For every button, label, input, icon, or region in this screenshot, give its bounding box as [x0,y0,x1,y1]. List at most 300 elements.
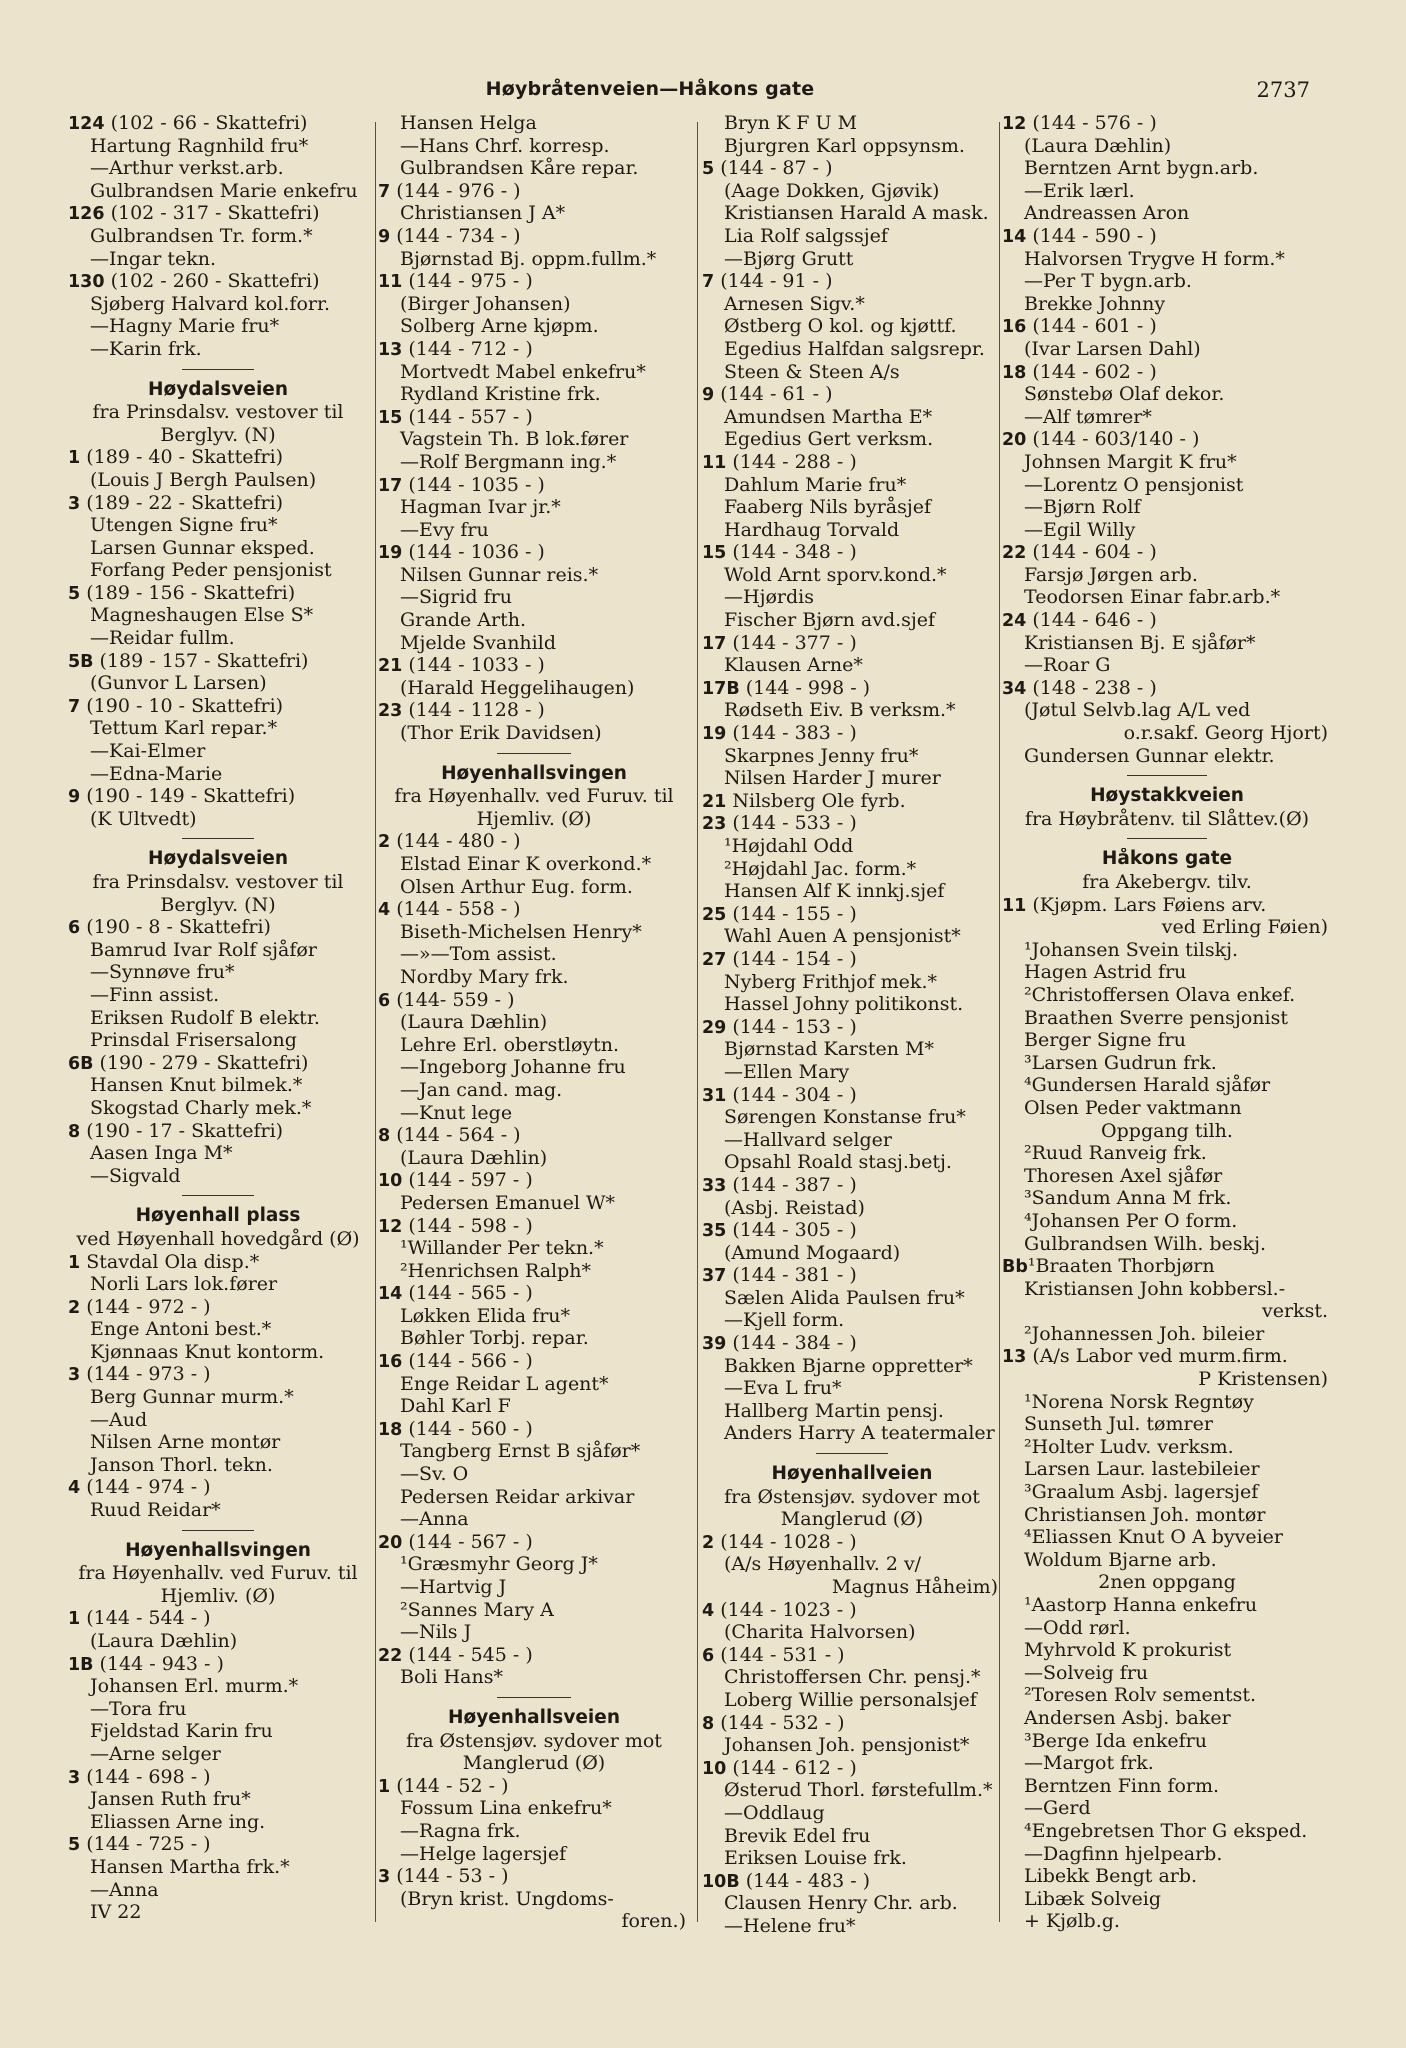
house-number: 29 [702,1017,727,1038]
address-entry [702,1599,1002,1622]
entry-text: (190 - 279 - Skattefri) [93,1051,309,1074]
resident-line: (Louis J Bergh Paulsen) [90,468,317,491]
resident-line: ¹Willander Per tekn.* [400,1237,604,1260]
street-description: Berglyv. (N) [160,423,276,446]
resident-line: —Anna [400,1508,469,1531]
resident-line: Hansen Knut bilmek.* [90,1074,303,1097]
resident-line: Fjeldstad Karin fru [90,1720,273,1743]
address-entry [702,812,1002,835]
resident-line: Andreassen Aron [1024,202,1190,225]
resident-line: Hansen Martha frk.* [90,1855,290,1878]
resident-line: Egedius Gert verksm. [724,428,934,451]
resident-line: —Ingeborg Johanne fru [400,1056,626,1079]
resident-line: Thoresen Axel sjåfør [1024,1164,1223,1187]
resident-line: Magneshaugen Else S* [90,604,314,627]
address-entry [702,270,1002,293]
page-number: 2737 [1256,78,1310,102]
address-entry [378,1215,690,1238]
entry-text: (144 - 483 - ) [739,1869,871,1892]
address-entry [378,830,690,853]
entry-text: (144 - 1128 - ) [402,699,545,722]
resident-line: Hardhaug Torvald [724,518,900,541]
resident-line: Sørengen Konstanse fru* [724,1106,966,1129]
entry-text: (144 - 1023 - ) [714,1598,857,1621]
entry-text: (102 - 66 - Skattefri) [104,112,308,134]
resident-line: ¹Aastorp Hanna enkefru [1024,1594,1258,1616]
address-entry [68,1766,368,1789]
resident-line: —Arthur verkst.arb. [90,157,284,180]
entry-text: (144 - 381 - ) [726,1264,857,1287]
address-entry [68,1120,368,1143]
address-entry [378,1124,690,1147]
resident-line: —Finn assist. [90,983,220,1006]
resident-line: —Sigvald [90,1164,181,1187]
resident-line: ²Højdahl Jac. form.* [724,857,917,880]
entry-text: (144 - 153 - ) [726,1015,857,1038]
resident-line: Enge Antoni best.* [90,1318,272,1341]
resident-line: Sælen Alida Paulsen fru* [724,1286,965,1309]
address-entry [1002,1255,1332,1278]
address-entry [702,1757,1002,1780]
entry-text: (144 - 531 - ) [714,1643,845,1666]
resident-line: Prinsdal Frisersalong [90,1029,297,1052]
resident-line: Boli Hans* [400,1666,503,1689]
resident-line: —Knut lege [400,1101,513,1124]
house-number: 6 [702,1645,715,1666]
resident-line: Johansen Erl. murm.* [90,1675,299,1698]
street-description: fra Høyenhallv. ved Furuv. til [394,785,674,808]
resident-line: Solberg Arne kjøpm. [400,315,599,338]
entry-text: (144 - 52 - ) [390,1774,509,1797]
resident-line: —Odd rørl. [1024,1616,1131,1639]
resident-line: —Helge lagersjef [400,1842,567,1865]
entry-text: (144 - 601 - ) [1026,315,1157,338]
resident-line: —Evy fru [400,518,489,541]
resident-line: Kristiansen Bj. E sjåfør* [1024,631,1256,654]
entry-text: (144 - 533 - ) [726,812,857,835]
resident-line: (Ivar Larsen Dahl) [1024,337,1201,360]
resident-line: Østerud Thorl. førstefullm.* [724,1779,993,1802]
continuation-line: ved Erling Føien) [1161,916,1328,939]
resident-line: —Jan cand. mag. [400,1078,563,1101]
resident-line: (Harald Heggelihaugen) [400,676,635,699]
resident-line: Opsahl Roald stasj.betj. [724,1151,952,1174]
resident-line: Gundersen Gunnar elektr. [1024,744,1275,767]
resident-line: (Gunvor L Larsen) [90,672,267,695]
entry-text: (144 - 155 - ) [726,902,857,925]
entry-text: (144 - 604 - ) [1026,541,1157,564]
resident-line: Mortvedt Mabel enkefru* [400,360,646,383]
address-entry [68,1607,368,1630]
entry-text: (144 - 53 - ) [390,1865,509,1888]
resident-line: ²Holter Ludv. verksm. [1024,1435,1234,1458]
resident-line: Larsen Gunnar eksped. [90,536,315,559]
section-divider [1002,767,1332,781]
resident-line: Nilsen Arne montør [90,1431,281,1454]
resident-line: (A/s Høyenhallv. 2 v/ [724,1553,922,1576]
street-description: Oppgang tilh. [1101,1119,1233,1142]
house-number: 13 [1002,1347,1027,1368]
address-entry [68,650,368,673]
entry-text: (144 - 734 - ) [390,224,521,247]
address-entry [68,202,368,225]
section-divider [68,1187,368,1201]
entry-text: (144 - 564 - ) [390,1124,521,1147]
house-number: 7 [702,272,715,293]
house-number: 21 [378,656,403,677]
resident-line: Hassel Johny politikonst. [724,993,964,1016]
resident-line: Kristiansen Harald A mask. [724,202,989,225]
entry-text: (144 - 566 - ) [402,1350,533,1373]
resident-line: (Laura Dæhlin) [90,1630,238,1652]
address-entry [378,1644,690,1667]
resident-line: Libæk Solveig [1024,1887,1162,1910]
resident-line: Eliassen Arne ing. [90,1810,266,1833]
street-description: Manglerud (Ø) [780,1508,924,1531]
resident-line: Bryn K F U M [724,112,858,134]
resident-line: Clausen Henry Chr. arb. [724,1892,958,1915]
resident-line: —Anna [90,1878,159,1901]
entry-text: (144 - 1028 - ) [714,1530,857,1553]
house-number: 9 [702,385,715,406]
section-divider [378,745,690,759]
address-entry [68,492,368,515]
column-4 [1002,112,1332,1942]
resident-line: Østberg O kol. og kjøttf. [724,315,957,338]
address-entry [1002,609,1332,632]
entry-text: (144 - 87 - ) [714,157,833,180]
continuation-line: foren.) [621,1910,686,1933]
resident-line: ²Henrichsen Ralph* [400,1259,592,1282]
address-entry [1002,112,1332,135]
address-entry [68,916,368,939]
resident-line: Hartung Ragnhild fru* [90,134,309,157]
entry-text: (144 - 61 - ) [714,383,833,406]
section-divider [702,1445,1002,1459]
address-entry [702,1712,1002,1735]
resident-line: ³Larsen Gudrun frk. [1024,1051,1217,1074]
entry-text: (144 - 597 - ) [402,1169,533,1192]
house-number: 20 [1002,430,1027,451]
resident-line: Larsen Laur. lastebileier [1024,1458,1260,1481]
address-entry [378,1418,690,1441]
continuation-line: verkst. [1262,1300,1328,1323]
address-entry [1002,225,1332,248]
resident-line: Christoffersen Chr. pensj.* [724,1666,981,1689]
entry-text: (144 - 557 - ) [402,405,533,428]
page-header [0,74,1406,108]
resident-line: Janson Thorl. tekn. [90,1453,273,1476]
resident-line: Bakken Bjarne oppretter* [724,1354,973,1377]
resident-line: —Sv. O [400,1463,469,1486]
resident-line: ²Christoffersen Olava enkef. [1024,983,1296,1006]
street-description: fra Høybråtenv. til Slåttev.(Ø) [1024,807,1310,830]
house-number: 1 [378,1776,391,1797]
resident-line: Hagen Astrid fru [1024,961,1187,984]
resident-line: Fossum Lina enkefru* [400,1797,612,1820]
resident-line: Myhrvold K prokurist [1024,1639,1232,1662]
house-number: 3 [68,493,81,514]
street-description: fra Prinsdalsv. vestover til [92,401,344,424]
house-number: 11 [1002,895,1027,916]
house-number: 37 [702,1266,727,1287]
resident-line: Biseth-Michelsen Henry* [400,920,642,943]
house-number: 5 [68,583,81,604]
house-number: 9 [378,226,391,247]
entry-text: (190 - 17 - Skattefri) [80,1119,284,1142]
house-number: 124 [68,114,105,134]
entry-text: (Kjøpm. Lars Føiens arv. [1026,893,1267,916]
entry-text: (144 - 1036 - ) [402,541,545,564]
resident-line: Farsjø Jørgen arb. [1024,563,1198,586]
house-number: 1 [68,1609,81,1630]
entry-text: (189 - 156 - Skattefri) [80,581,296,604]
resident-line: —Per T bygn.arb. [1024,270,1192,293]
entry-text: (144 - 91 - ) [714,270,833,293]
house-number: 22 [1002,543,1027,564]
section-divider [68,830,368,844]
resident-line: Mjelde Svanhild [400,631,556,654]
entry-text: (A/s Labor ved murm.firm. [1026,1345,1288,1368]
resident-line: Pedersen Emanuel W* [400,1191,616,1214]
entry-text: (144 - 975 - ) [402,270,533,293]
resident-line: ²Johannessen Joh. bileier [1024,1322,1265,1345]
resident-line: Ruud Reidar* [90,1499,221,1522]
street-description: Hjemliv. (Ø) [160,1584,276,1607]
resident-line: (Amund Mogaard) [724,1241,901,1264]
entry-text: (144 - 544 - ) [80,1607,211,1630]
resident-line: Johnsen Margit K fru* [1024,450,1237,473]
resident-line: Elstad Einar K overkond.* [400,853,652,875]
column-3 [702,112,1002,1942]
resident-line: Gulbrandsen Marie enkefru [90,179,358,202]
house-number: 6 [68,918,81,939]
entry-text: (102 - 317 - Skattefri) [104,202,320,225]
house-number: 126 [68,204,105,225]
resident-line: Nordby Mary frk. [400,965,569,988]
resident-line: —Egil Willy [1024,518,1136,541]
resident-line: Grande Arth. [400,609,526,632]
entry-text: (144 - 590 - ) [1026,224,1157,247]
address-entry [378,406,690,429]
resident-line: (Thor Erik Davidsen) [400,722,602,745]
house-number: 23 [702,814,727,835]
resident-line: Arnesen Sigv.* [724,292,865,315]
street-description: 2nen oppgang [1098,1571,1236,1594]
address-entry [702,1870,1002,1893]
street-heading: Høydalsveien [148,378,288,400]
street-description: Manglerud (Ø) [462,1752,606,1775]
resident-line: Christiansen Joh. montør [1024,1503,1266,1526]
house-number: 4 [68,1478,81,1499]
house-number: 20 [378,1532,403,1553]
resident-line: Eriksen Louise frk. [724,1847,907,1870]
house-number: 10 [702,1758,727,1779]
entry-text: (144 - 598 - ) [402,1214,533,1237]
resident-line: Amundsen Martha E* [724,405,933,428]
address-entry [378,1775,690,1798]
continuation-line: P Kristensen) [1198,1368,1328,1391]
resident-line: ⁴Johansen Per O form. [1024,1209,1238,1232]
entry-text: (190 - 8 - Skattefri) [80,916,271,939]
resident-line: (Laura Dæhlin) [400,1146,548,1169]
house-number: 5 [68,1835,81,1856]
resident-line: —Tora fru [90,1697,187,1720]
entry-text: (144 - 698 - ) [80,1765,211,1788]
address-entry [702,903,1002,926]
address-entry [702,948,1002,971]
resident-line: ¹Højdahl Odd [724,835,854,857]
entry-text: Stavdal Ola disp.* [80,1250,260,1273]
resident-line: Kjønnaas Knut kontorm. [90,1340,325,1363]
house-number: 10B [702,1871,740,1892]
house-number: 14 [1002,226,1027,247]
resident-line: Rydland Kristine frk. [400,383,601,406]
resident-line: Woldum Bjarne arb. [1024,1548,1217,1571]
resident-line: Skogstad Charly mek.* [90,1096,312,1119]
resident-line: Aasen Inga M* [90,1142,233,1165]
address-entry [702,1264,1002,1287]
entry-text: (144 - 1035 - ) [402,473,545,496]
resident-line: Berntzen Arnt bygn.arb. [1024,157,1259,180]
resident-line: Bjørnstad Karsten M* [724,1038,934,1061]
resident-line: —Oddlaug [724,1801,825,1824]
entry-text: (144 - 576 - ) [1026,112,1157,134]
address-entry [378,1531,690,1554]
house-number: 130 [68,272,105,293]
resident-line: (Aage Dokken, Gjøvik) [724,179,940,202]
address-entry [702,1332,1002,1355]
entry-text: ¹Braaten Thorbjørn [1027,1255,1215,1278]
resident-line: —Lorentz O pensjonist [1024,473,1244,496]
address-entry [378,1282,690,1305]
resident-line: Løkken Elida fru* [400,1304,571,1327]
column-divider [375,122,376,1922]
resident-line: Gulbrandsen Tr. form.* [90,224,313,247]
house-number: 10 [378,1171,403,1192]
street-description: fra Østensjøv. sydover mot [724,1485,980,1508]
resident-line: ¹Græsmyhr Georg J* [400,1553,598,1576]
entry-text: (189 - 22 - Skattefri) [80,491,284,514]
address-entry [702,790,1002,813]
street-heading: Håkons gate [1101,848,1233,870]
resident-line: Gulbrandsen Wilh. beskj. [1024,1232,1266,1255]
street-description: fra Høyenhallv. ved Furuv. til [78,1562,358,1585]
resident-line: —Kai-Elmer [90,740,206,763]
entry-text: (144 - 712 - ) [402,337,533,360]
resident-line: —Hagny Marie fru* [90,315,280,338]
resident-line: —Nils J [400,1621,472,1644]
house-number: 33 [702,1175,727,1196]
street-heading: Høyenhallsvingen [125,1539,311,1561]
street-description: fra Prinsdalsv. vestover til [92,871,344,893]
resident-line: Berger Signe fru [1024,1029,1186,1052]
entry-text: (144 - 973 - ) [80,1363,211,1386]
resident-line: —Helene fru* [724,1914,856,1937]
resident-line: Kristiansen John kobbersl.- [1024,1277,1286,1300]
house-number: 39 [702,1334,727,1355]
address-entry [68,1653,368,1676]
address-entry [1002,677,1332,700]
section-divider [1002,830,1332,844]
resident-line: Halvorsen Trygve H form.* [1024,247,1285,270]
resident-line: —Solveig fru [1024,1661,1149,1684]
address-entry [702,1219,1002,1242]
resident-line: Faaberg Nils byråsjef [724,496,932,519]
resident-line: —Erik lærl. [1024,179,1135,202]
resident-line: Tangberg Ernst B sjåfør* [400,1440,641,1463]
resident-line: Loberg Willie personalsjef [724,1688,977,1711]
address-entry [68,1296,368,1319]
house-number: 12 [1002,114,1027,134]
house-number: 6B [68,1053,94,1074]
resident-line: —Synnøve fru* [90,961,235,984]
house-number: 8 [702,1713,715,1734]
resident-line: Klausen Arne* [724,654,863,677]
house-number: 13 [378,339,403,360]
address-entry [378,1865,690,1888]
resident-line: (Jøtul Selvb.lag A/L ved [1024,699,1251,722]
resident-line: (Laura Dæhlin) [1024,134,1172,157]
resident-line: —Hartvig J [400,1576,507,1598]
section-divider [68,361,368,375]
resident-line: —Ellen Mary [724,1060,850,1083]
resident-line: Norli Lars lok.fører [90,1273,278,1296]
address-entry [378,1169,690,1192]
entry-text: (144 - 154 - ) [726,947,857,970]
house-number: 4 [378,900,391,921]
address-entry [68,112,368,135]
entry-text: (144 - 603/140 - ) [1026,428,1200,451]
street-heading: Høyenhallsveien [448,1706,620,1728]
resident-line: —Roar G [1024,654,1111,677]
section-divider [68,1522,368,1536]
street-description: fra Akebergv. tilv. [1082,871,1252,893]
house-number: 3 [378,1867,391,1888]
house-number: 19 [702,724,727,745]
resident-line: ²Toresen Rolv sementst. [1024,1684,1256,1707]
street-description: Hjemliv. (Ø) [476,807,592,830]
resident-line: —Alf tømrer* [1024,405,1152,428]
house-number: 2 [68,1297,81,1318]
house-number: 3 [68,1365,81,1386]
entry-text: (144 - 480 - ) [390,830,521,853]
address-entry [378,1350,690,1373]
resident-line: ²Ruud Ranveig frk. [1024,1142,1207,1165]
resident-line: Brevik Edel fru [724,1824,871,1847]
address-entry [702,632,1002,655]
entry-text: (144 - 377 - ) [726,631,857,654]
house-number: 1 [68,1252,81,1273]
resident-line: (Charita Halvorsen) [724,1621,916,1644]
house-number: 35 [702,1221,727,1242]
resident-line: Brekke Johnny [1024,292,1166,315]
resident-line: —Hans Chrf. korresp. [400,134,610,157]
continuation-line: Magnus Håheim) [831,1576,998,1598]
house-number: 5B [68,651,94,672]
entry-text: (144 - 725 - ) [80,1833,211,1856]
entry-text: (144 - 646 - ) [1026,609,1157,632]
resident-line: —Hjørdis [724,586,814,609]
resident-line: Hagman Ivar jr.* [400,496,561,519]
resident-line: Sunseth Jul. tømrer [1024,1413,1213,1436]
resident-line: Vagstein Th. B lok.fører [400,428,629,451]
resident-line: Bjurgren Karl oppsynsm. [724,134,965,157]
entry-text: (144 - 567 - ) [402,1530,533,1553]
resident-line: Bamrud Ivar Rolf sjåfør [90,938,317,961]
house-number: 27 [702,949,727,970]
resident-line: (K Ultvedt) [90,807,197,830]
